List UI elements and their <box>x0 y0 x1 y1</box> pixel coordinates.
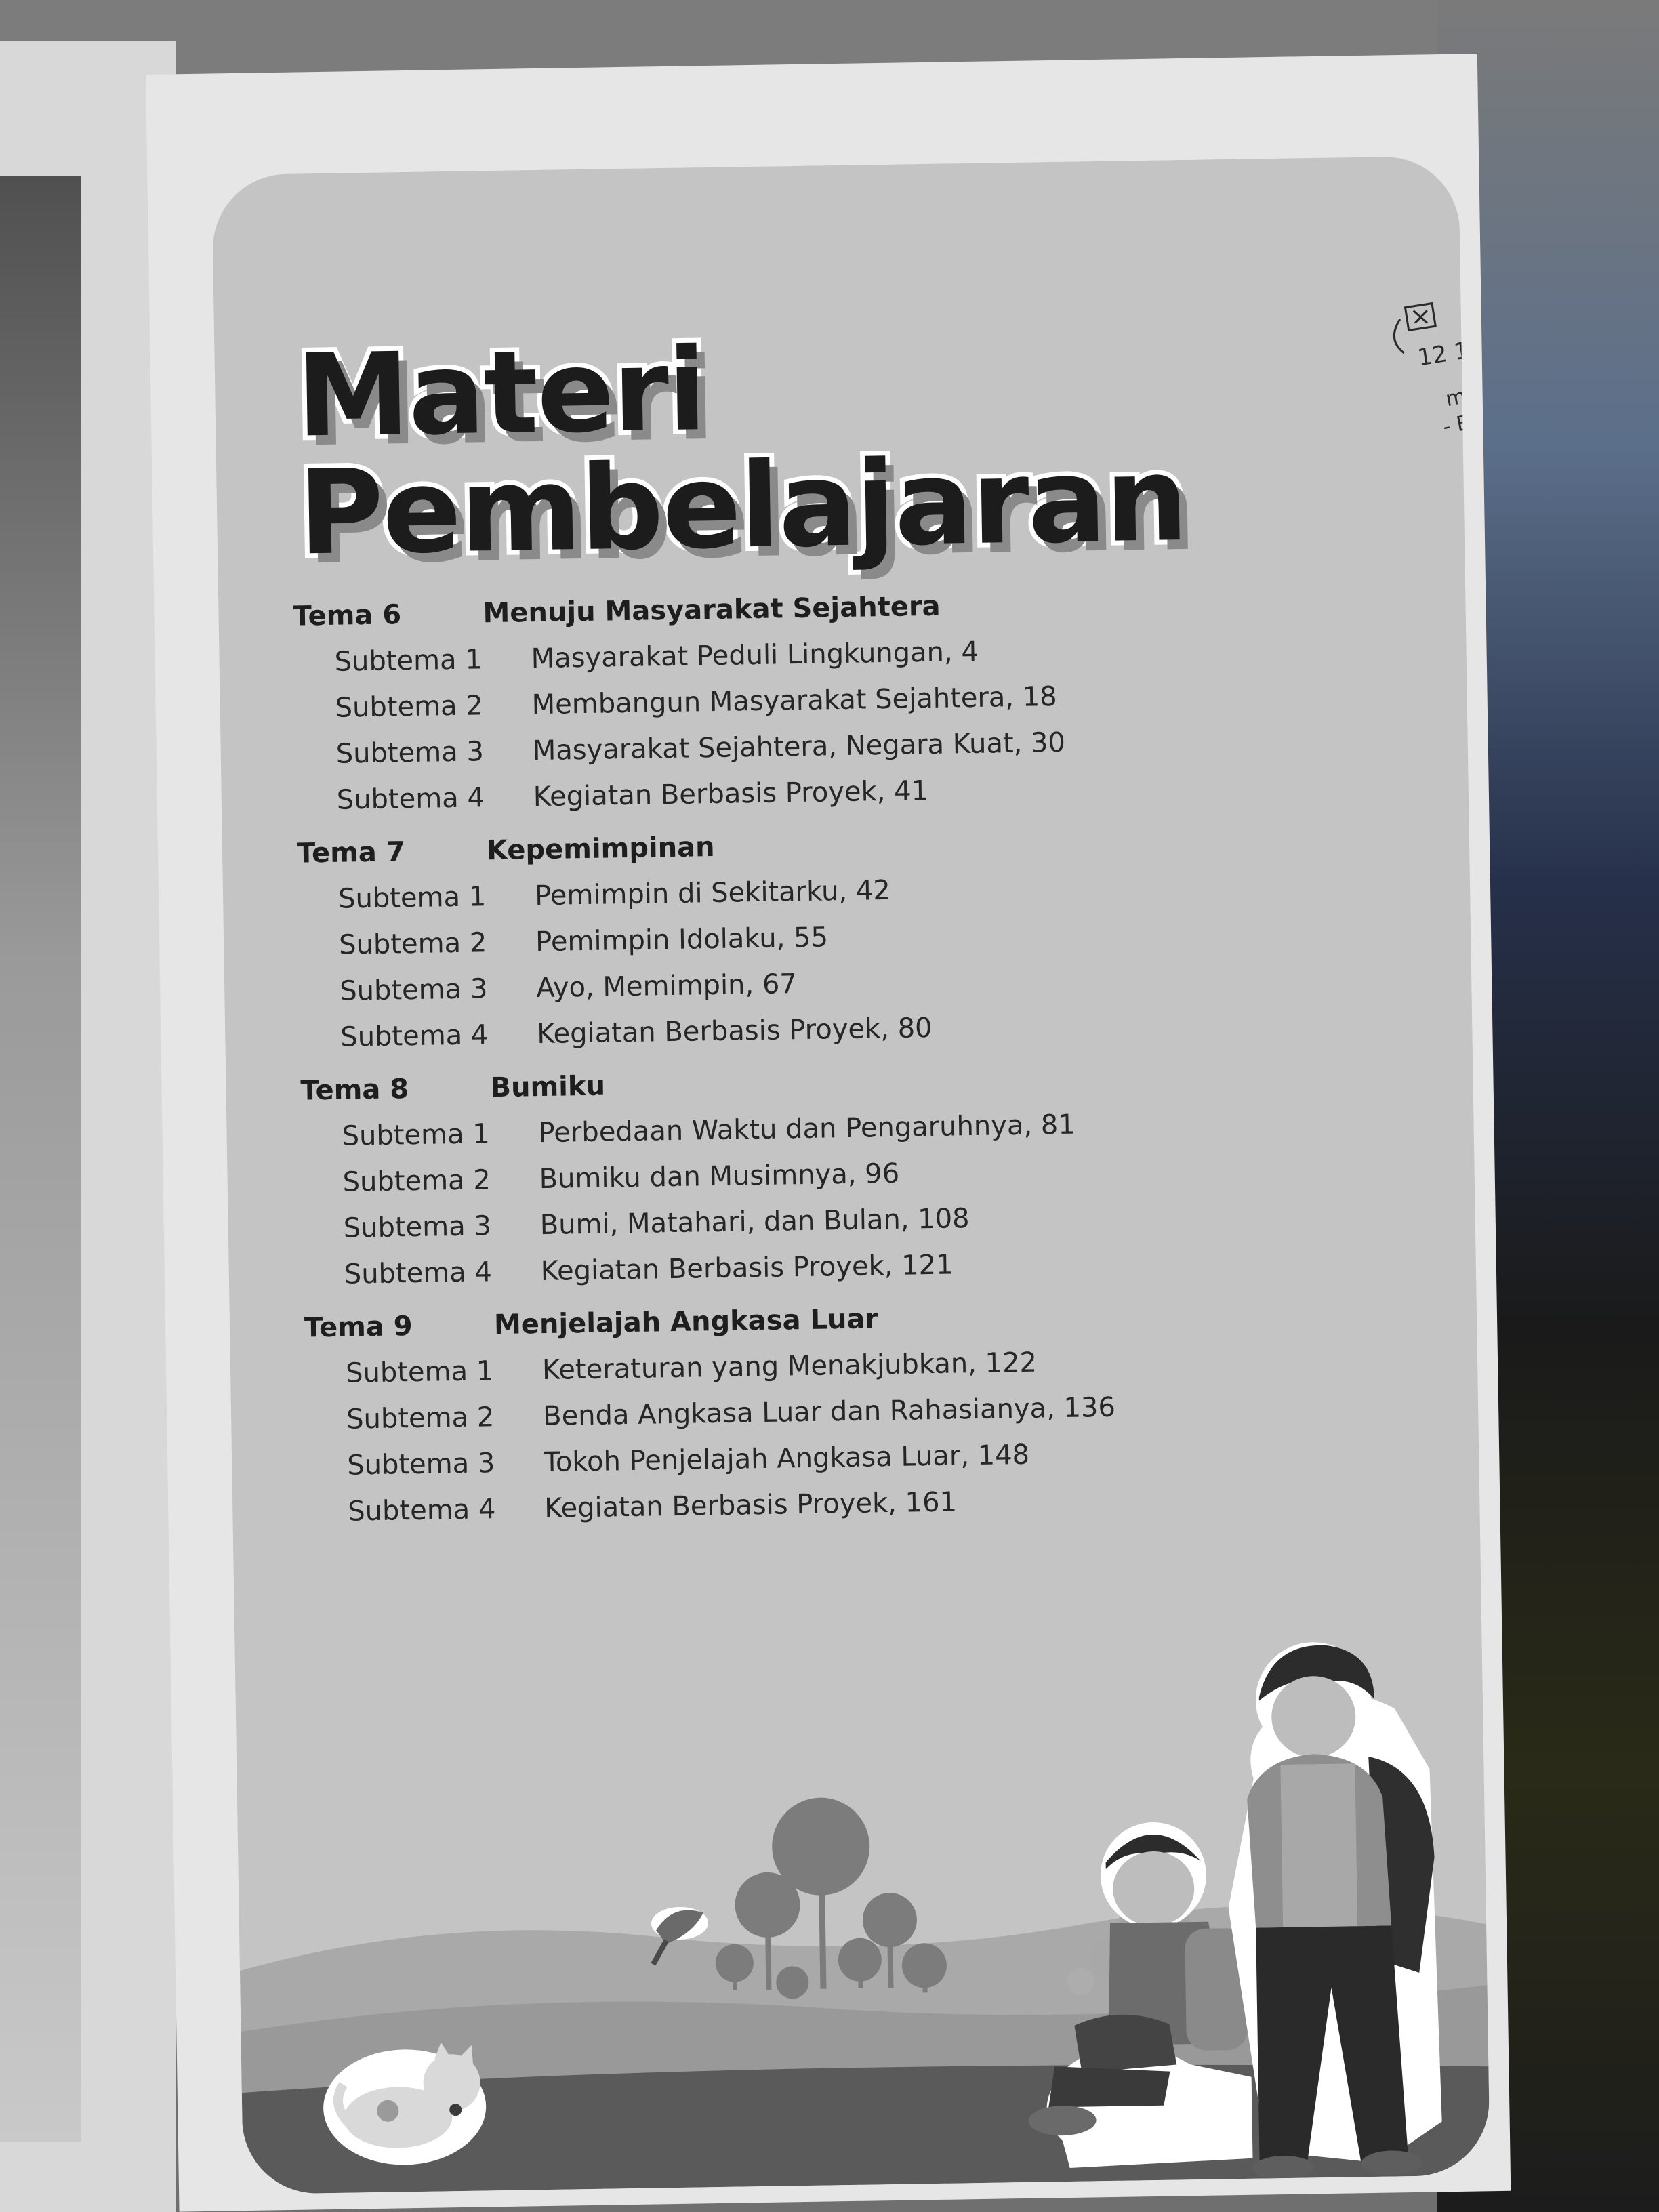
handwriting-line-1: 12 12 <box>1416 334 1486 372</box>
subtema-title: Perbedaan Waktu dan Pengaruhnya, 81 <box>538 1109 1076 1149</box>
subtema-label: Subtema 1 <box>334 644 483 678</box>
table-of-contents <box>218 583 1465 1528</box>
tema-title: Menuju Masyarakat Sejahtera <box>483 590 941 630</box>
subtema-title: Benda Angkasa Luar dan Rahasianya, 136 <box>542 1391 1116 1433</box>
subtema-title: Membangun Masyarakat Sejahtera, 18 <box>531 680 1058 721</box>
subtema-label: Subtema 4 <box>347 1494 496 1528</box>
subtema-label: Subtema 1 <box>345 1355 494 1389</box>
content-panel <box>211 156 1513 2195</box>
subtema-label: Subtema 4 <box>336 782 485 816</box>
subtema-title: Pemimpin di Sekitarku, 42 <box>534 874 891 912</box>
subtema-label: Subtema 3 <box>346 1448 495 1481</box>
subtema-label: Subtema 3 <box>343 1210 492 1244</box>
subtema-title: Kegiatan Berbasis Proyek, 41 <box>533 775 929 813</box>
tema-label: Tema 7 <box>296 836 405 869</box>
tema-label: Tema 6 <box>293 599 402 632</box>
subtema-title: Masyarakat Sejahtera, Negara Kuat, 30 <box>532 726 1066 767</box>
subtema-title: Bumiku dan Musimnya, 96 <box>539 1158 900 1195</box>
handwriting-line-2: merah <box>1443 375 1513 412</box>
subtema-label: Subtema 1 <box>342 1118 491 1152</box>
page-title-line-1: Materi <box>295 323 707 463</box>
subtema-label: Subtema 4 <box>344 1256 493 1290</box>
tema-title: Menjelajah Angkasa Luar <box>493 1303 879 1341</box>
book-page <box>146 54 1511 2211</box>
handwritten-note <box>1379 289 1513 455</box>
subtema-title: Keteraturan yang Menakjubkan, 122 <box>541 1347 1038 1387</box>
tree-trunk <box>858 1960 863 1988</box>
subtema-title: Bumi, Matahari, dan Bulan, 108 <box>539 1203 970 1242</box>
subtema-title: Kegiatan Berbasis Proyek, 80 <box>536 1012 933 1050</box>
handwriting-line-3: - Bera <box>1441 404 1506 440</box>
subtema-label: Subtema 3 <box>339 973 488 1007</box>
subtema-title: Kegiatan Berbasis Proyek, 121 <box>540 1249 954 1288</box>
page-title-line-2: Pembelajaran <box>297 430 1188 581</box>
subtema-label: Subtema 2 <box>346 1401 495 1435</box>
tree-trunk <box>922 1965 928 1992</box>
tema-label: Tema 8 <box>300 1073 409 1107</box>
subtema-title: Pemimpin Idolaku, 55 <box>535 922 829 958</box>
adjacent-page-photo <box>0 176 81 2142</box>
subtema-label: Subtema 2 <box>335 690 484 724</box>
subtema-label: Subtema 3 <box>335 736 485 770</box>
subtema-label: Subtema 1 <box>337 881 487 915</box>
subtema-label: Subtema 2 <box>338 927 487 961</box>
tree-trunk <box>733 1963 737 1990</box>
tema-title: Bumiku <box>490 1070 606 1104</box>
tree-trunk <box>887 1920 894 1988</box>
subtema-title: Kegiatan Berbasis Proyek, 161 <box>544 1486 958 1525</box>
subtema-title: Tokoh Penjelajah Angkasa Luar, 148 <box>543 1439 1030 1479</box>
subtema-label: Subtema 4 <box>340 1019 489 1053</box>
illustration <box>235 1633 1490 2194</box>
subtema-title: Masyarakat Peduli Lingkungan, 4 <box>531 636 979 675</box>
subtema-title: Ayo, Memimpin, 67 <box>535 968 798 1004</box>
tema-label: Tema 9 <box>304 1311 413 1344</box>
tree-trunk <box>790 1982 794 1996</box>
tema-title: Kepemimpinan <box>486 831 715 867</box>
subtema-label: Subtema 2 <box>342 1164 491 1198</box>
